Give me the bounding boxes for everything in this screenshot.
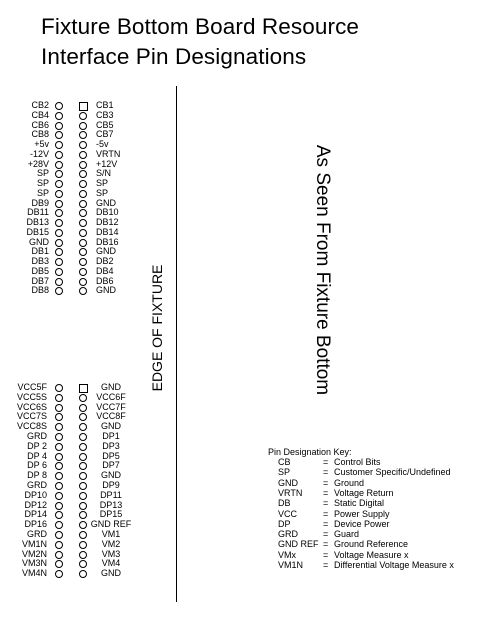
key-abbreviation: VCC: [278, 508, 298, 519]
pin-circle: [79, 482, 87, 490]
pin-circle: [79, 122, 87, 130]
pin-circle: [79, 541, 87, 549]
key-abbreviation: CB: [278, 457, 291, 467]
key-row: [268, 498, 478, 508]
key-row: [268, 550, 478, 560]
key-equals: =: [323, 477, 329, 488]
pin-circle: [55, 258, 63, 266]
key-equals: =: [323, 549, 329, 560]
key-equals: =: [323, 498, 329, 509]
pin-label-right: DB4: [96, 265, 114, 276]
pin-label-right: GND: [96, 246, 116, 257]
key-row: [268, 509, 478, 519]
key-abbreviation: DP: [278, 518, 291, 529]
pin-label-right: GND: [96, 285, 116, 296]
pin-label-right: DB16: [96, 236, 119, 247]
pin-label-right: GND: [101, 421, 121, 432]
pin-circle: [55, 492, 63, 500]
pin-label-right: CB5: [96, 119, 114, 130]
pin-label-right: CB3: [96, 109, 114, 120]
pin-circle: [79, 219, 87, 227]
key-abbreviation: GRD: [278, 529, 298, 540]
pin-label-left: DB11: [27, 207, 49, 218]
pin-circle: [55, 443, 63, 451]
pin-circle: [55, 229, 63, 237]
pin-circle: [55, 268, 63, 276]
pin-label-left: +28V: [27, 158, 49, 169]
pin-label-left: GRD: [27, 431, 47, 441]
pin-circle: [79, 551, 87, 559]
pin-circle: [79, 521, 87, 529]
pin-circle: [55, 161, 63, 169]
pin-circle: [55, 433, 63, 441]
pin-square: [79, 384, 88, 393]
key-equals: =: [323, 539, 329, 550]
pin-circle: [55, 102, 63, 110]
pin-circle: [79, 151, 87, 159]
key-definition: Ground: [334, 477, 365, 488]
key-row: [268, 539, 478, 549]
key-definition: Customer Specific/Undefined: [334, 467, 451, 478]
pin-circle: [55, 200, 63, 208]
key-row: [268, 519, 478, 529]
pin-circle: [55, 180, 63, 188]
key-row: [268, 529, 478, 539]
pin-circle: [55, 413, 63, 421]
pin-circle: [79, 268, 87, 276]
pin-circle: [55, 502, 63, 510]
key-abbreviation: SP: [278, 467, 291, 478]
pin-label-left: DP 6: [27, 460, 47, 471]
pin-circle: [55, 384, 63, 392]
pin-circle: [79, 131, 87, 139]
pin-circle: [55, 248, 63, 256]
pin-label-left: DB7: [31, 275, 49, 286]
pin-label-right: DP11: [100, 489, 122, 500]
pin-label-left: VCC6S: [16, 401, 47, 412]
pin-circle: [79, 180, 87, 188]
pin-label-left: DB5: [31, 265, 49, 276]
key-abbreviation: DB: [278, 498, 291, 509]
pin-label-right: DP15: [99, 509, 123, 520]
pin-label-right: VM1: [101, 529, 121, 539]
pin-label-right: SP: [96, 178, 109, 188]
pin-circle: [55, 239, 63, 247]
key-definition: Voltage Measure x: [334, 549, 409, 560]
key-definition: Differential Voltage Measure x: [334, 560, 454, 570]
key-definition: Control Bits: [334, 457, 381, 467]
pin-circle: [79, 502, 87, 510]
pin-circle: [55, 511, 63, 519]
pin-label-left: DB3: [31, 256, 49, 266]
pin-circle: [79, 229, 87, 237]
pin-circle: [79, 453, 87, 461]
pin-circle: [55, 151, 63, 159]
pin-circle: [55, 131, 63, 139]
pin-label-left: VM4N: [21, 568, 47, 579]
pin-label-right: CB1: [96, 100, 114, 110]
pin-circle: [55, 170, 63, 178]
pin-label-left: GRD: [27, 480, 47, 490]
pin-circle: [79, 200, 87, 208]
pin-label-right: DB6: [96, 275, 114, 286]
pin-label-right: GND: [101, 568, 121, 579]
pin-label-left: GND: [29, 236, 49, 247]
pin-label-left: CB4: [31, 109, 49, 120]
pin-circle: [79, 443, 87, 451]
edge-of-fixture-label: EDGE OF FIXTURE: [149, 264, 165, 392]
pin-label-left: DP14: [24, 509, 47, 520]
pin-circle: [55, 570, 63, 578]
pin-label-right: -5v: [96, 139, 109, 149]
pin-label-left: -12V: [29, 148, 49, 159]
pin-circle: [79, 239, 87, 247]
fixture-edge-line: [176, 86, 177, 602]
pin-label-left: DB13: [26, 217, 49, 227]
pin-circle: [79, 161, 87, 169]
pin-circle: [55, 141, 63, 149]
pin-label-right: SP: [96, 187, 109, 198]
pin-circle: [55, 551, 63, 559]
pin-label-left: SP: [36, 187, 49, 198]
key-row: [268, 488, 478, 498]
key-row: [268, 467, 478, 477]
pin-circle: [55, 219, 63, 227]
key-equals: =: [323, 529, 329, 540]
pin-circle: [79, 190, 87, 198]
pin-label-right: DB12: [96, 217, 119, 227]
pin-circle: [79, 141, 87, 149]
pin-label-left: DB15: [26, 226, 49, 237]
pin-square: [79, 102, 88, 111]
pin-label-right: VCC7F: [96, 401, 126, 412]
pin-label-left: DP 4: [27, 450, 47, 461]
key-equals: =: [323, 467, 329, 478]
pin-label-right: VCC6F: [96, 391, 126, 402]
pin-circle: [55, 278, 63, 286]
pin-circle: [55, 423, 63, 431]
pin-label-right: DP13: [99, 499, 123, 510]
pin-label-left: DP 8: [27, 470, 47, 481]
pin-label-left: VCC8S: [16, 421, 47, 432]
key-title: Pin Designation Key:: [268, 447, 352, 457]
pin-circle: [79, 112, 87, 120]
pin-label-left: CB8: [31, 129, 49, 140]
pin-label-right: +12V: [96, 158, 118, 169]
pin-circle: [79, 423, 87, 431]
pin-circle: [79, 433, 87, 441]
key-row: [268, 478, 478, 488]
pin-label-left: DP16: [24, 519, 47, 530]
pin-label-right: VM2: [101, 538, 121, 549]
pin-label-left: CB6: [31, 119, 49, 130]
pin-label-right: VCC8F: [96, 411, 126, 422]
pin-circle: [55, 462, 63, 470]
pin-label-right: DP3: [102, 440, 120, 451]
pin-label-right: DP9: [102, 480, 120, 490]
key-definition: Static Digital: [334, 498, 385, 509]
pin-label-left: VM2N: [21, 548, 47, 559]
pin-label-left: GRD: [27, 529, 47, 539]
key-equals: =: [323, 508, 329, 519]
pin-circle: [79, 570, 87, 578]
pin-circle: [55, 404, 63, 412]
key-abbreviation: GND: [278, 477, 298, 488]
pin-circle: [79, 394, 87, 402]
pin-circle: [79, 511, 87, 519]
page-title-line-1: Fixture Bottom Board Resource: [41, 14, 360, 39]
pin-circle: [79, 258, 87, 266]
pin-label-left: SP: [36, 178, 49, 188]
pin-circle: [79, 248, 87, 256]
pin-label-left: DP12: [24, 499, 47, 510]
pin-label-right: DB10: [96, 207, 119, 218]
pin-circle: [79, 492, 87, 500]
key-equals: =: [323, 487, 329, 498]
pin-circle: [55, 394, 63, 402]
key-abbreviation: GND REF: [278, 539, 319, 550]
key-definition: Device Power: [334, 518, 390, 529]
pin-circle: [79, 531, 87, 539]
pin-circle: [79, 413, 87, 421]
pin-label-right: S/N: [96, 168, 112, 179]
pin-label-left: SP: [36, 168, 49, 179]
key-abbreviation: VM1N: [278, 560, 304, 570]
key-definition: Guard: [334, 529, 360, 540]
pin-circle: [79, 404, 87, 412]
pin-circle: [55, 560, 63, 568]
pin-label-right: DP7: [102, 460, 120, 471]
pin-label-right: VM4: [101, 558, 121, 569]
pin-label-right: GND: [96, 197, 116, 208]
pin-label-left: DP10: [24, 489, 47, 500]
pin-label-right: VM3: [101, 548, 121, 559]
pin-label-right: GND REF: [90, 519, 132, 530]
pin-label-right: GND: [101, 382, 121, 392]
pin-label-right: CB7: [96, 129, 114, 140]
page-title-line-2: Interface Pin Designations: [41, 44, 307, 69]
pin-circle: [79, 462, 87, 470]
pin-label-right: GND: [101, 470, 121, 481]
key-definition: Ground Reference: [334, 539, 409, 550]
key-definition: Voltage Return: [334, 487, 394, 498]
pin-circle: [79, 472, 87, 480]
key-definition: Power Supply: [334, 508, 390, 519]
key-row: [268, 457, 478, 467]
pin-circle: [55, 541, 63, 549]
pin-circle: [55, 190, 63, 198]
pin-circle: [55, 453, 63, 461]
key-equals: =: [323, 457, 329, 467]
pin-label-left: DB9: [31, 197, 49, 208]
pin-label-right: DB2: [96, 256, 114, 266]
pin-label-right: DB14: [96, 226, 119, 237]
pin-label-left: VCC5S: [16, 391, 47, 402]
key-equals: =: [323, 518, 329, 529]
pin-circle: [79, 560, 87, 568]
pin-circle: [55, 472, 63, 480]
key-equals: =: [323, 560, 329, 570]
pin-circle: [79, 209, 87, 217]
pin-circle: [55, 521, 63, 529]
pin-circle: [55, 122, 63, 130]
pin-label-left: CB2: [31, 100, 49, 110]
pin-circle: [79, 287, 87, 295]
pin-circle: [55, 209, 63, 217]
pin-circle: [55, 482, 63, 490]
pin-circle: [55, 287, 63, 295]
pin-label-right: DP5: [102, 450, 120, 461]
pin-label-left: +5v: [34, 139, 49, 149]
pin-circle: [55, 112, 63, 120]
pin-circle: [79, 278, 87, 286]
pin-circle: [79, 170, 87, 178]
pin-label-right: DP1: [102, 431, 120, 441]
pin-label-left: DB1: [31, 246, 49, 257]
pin-label-left: VCC7S: [16, 411, 47, 422]
pin-label-left: VM1N: [21, 538, 47, 549]
pin-label-left: VCC5F: [17, 382, 47, 392]
pin-circle: [55, 531, 63, 539]
pin-label-left: VM3N: [21, 558, 47, 569]
pin-label-right: VRTN: [96, 148, 121, 159]
key-abbreviation: VMx: [278, 549, 296, 560]
pin-label-left: DP 2: [27, 440, 47, 451]
pin-label-left: DB8: [31, 285, 49, 296]
orientation-label: As Seen From Fixture Bottom: [312, 144, 333, 396]
key-row: [268, 560, 478, 570]
key-abbreviation: VRTN: [278, 487, 303, 498]
